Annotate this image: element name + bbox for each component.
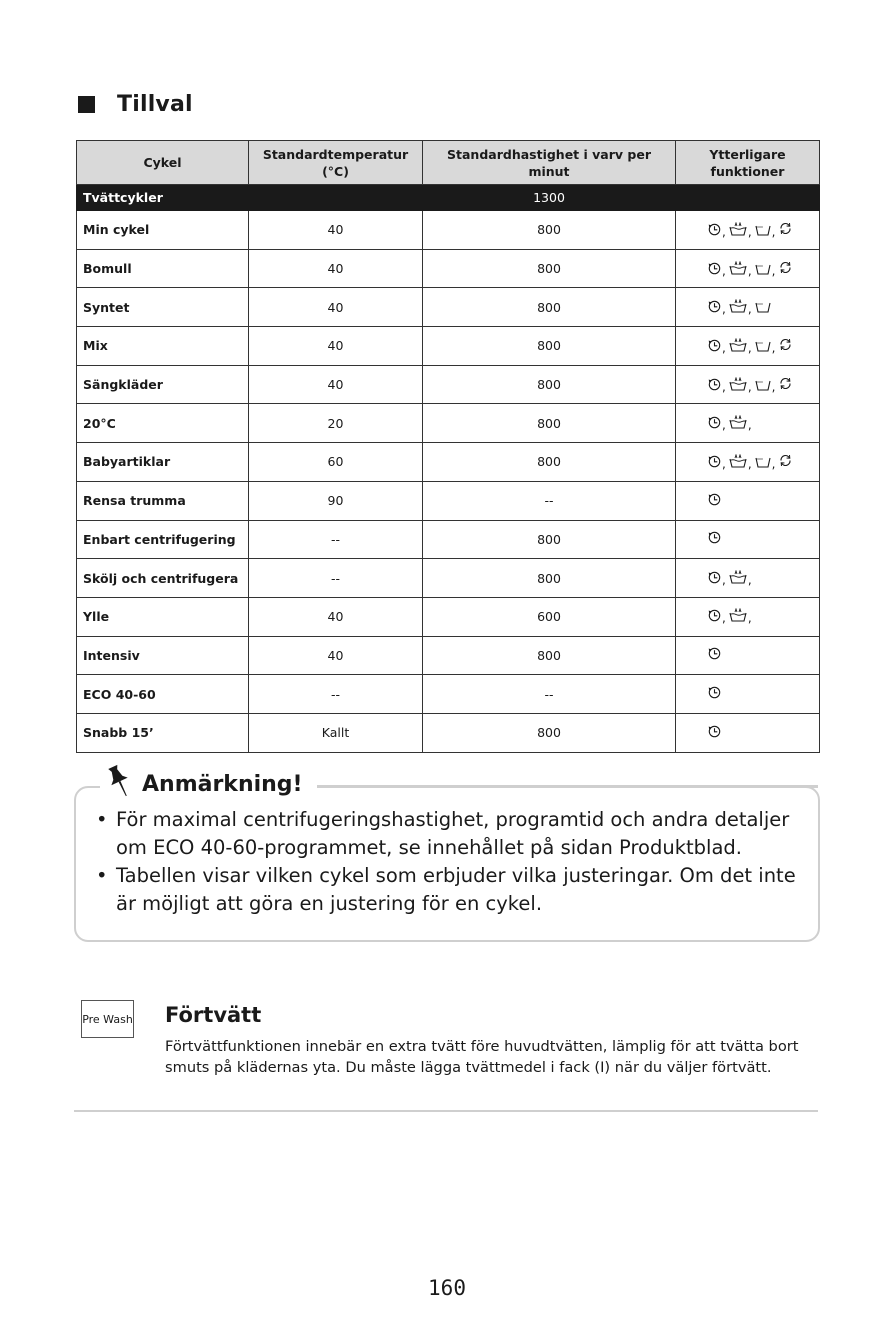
cycle-temp: 40: [249, 249, 423, 288]
cycle-speed: 800: [423, 636, 676, 675]
cycle-name: 20°C: [77, 404, 249, 443]
cycle-extra-functions: [676, 636, 820, 675]
note-item: • Tabellen visar vilken cykel som erbjuder vilka justeringar. Om det inte är möjligt att göra en justering för en cykel.: [92, 862, 812, 918]
cycle-speed: 800: [423, 559, 676, 598]
header-cycle: Cykel: [77, 141, 249, 185]
delay-icon: [708, 531, 721, 544]
cycle-temp: 40: [249, 636, 423, 675]
delay-icon: [708, 378, 721, 391]
cycle-speed: 800: [423, 365, 676, 404]
delay-icon: [708, 416, 721, 429]
cycle-temp: --: [249, 559, 423, 598]
cycle-name: Snabb 15’: [77, 713, 249, 752]
cycle-extra-functions: [676, 520, 820, 559]
table-row: [77, 597, 820, 636]
delay-icon: [708, 223, 721, 236]
cycle-temp: 40: [249, 327, 423, 366]
cycle-speed: 800: [423, 327, 676, 366]
delay-icon: [708, 571, 721, 584]
prewash-icon: [729, 261, 747, 275]
page-number: 160: [428, 1276, 466, 1300]
table-row: [77, 443, 820, 482]
prewash-badge: Pre Wash: [81, 1000, 134, 1038]
rinse-icon: [755, 455, 771, 468]
cycle-temp: Kallt: [249, 713, 423, 752]
group-speed: 1300: [423, 185, 676, 211]
cycle-extra-functions: , ,: [676, 559, 820, 598]
cycle-extra-functions: [676, 481, 820, 520]
delay-icon: [708, 609, 721, 622]
header-temp: Standardtemperatur (°C): [249, 141, 423, 185]
prewash-icon: [729, 299, 747, 313]
table-row: [77, 636, 820, 675]
cycle-temp: --: [249, 675, 423, 714]
pushpin-icon: [104, 764, 130, 804]
cycle-extra-functions: , ,: [676, 288, 820, 327]
table-row: [77, 713, 820, 752]
note-item: • För maximal centrifugeringshastighet, programtid och andra detaljer om ECO 40-60-programmet, se innehållet på sidan Produktblad.: [92, 806, 812, 862]
section-divider: [74, 1110, 818, 1112]
rinse-icon: [755, 262, 771, 275]
cycle-speed: 600: [423, 597, 676, 636]
table-row: [77, 365, 820, 404]
cycle-extra-functions: , , ,: [676, 327, 820, 366]
cycle-name: Intensiv: [77, 636, 249, 675]
cycle-name: Babyartiklar: [77, 443, 249, 482]
cycle-speed: 800: [423, 288, 676, 327]
cycle-temp: 40: [249, 597, 423, 636]
cycle-temp: 40: [249, 211, 423, 250]
cycle-temp: 90: [249, 481, 423, 520]
note-header: [100, 764, 317, 804]
cycle-speed: --: [423, 675, 676, 714]
table-row: [77, 327, 820, 366]
table-row: [77, 559, 820, 598]
table-row: [77, 249, 820, 288]
rinse-icon: [755, 300, 771, 313]
spin-icon: [778, 337, 793, 352]
cycle-temp: 20: [249, 404, 423, 443]
rinse-icon: [755, 223, 771, 236]
cycle-speed: 800: [423, 404, 676, 443]
cycle-temp: 60: [249, 443, 423, 482]
cycle-name: Ylle: [77, 597, 249, 636]
table-row: [77, 520, 820, 559]
spin-icon: [778, 260, 793, 275]
cycle-extra-functions: , , ,: [676, 443, 820, 482]
prewash-icon: [729, 377, 747, 391]
rinse-icon: [755, 378, 771, 391]
cycle-speed: 800: [423, 520, 676, 559]
delay-icon: [708, 262, 721, 275]
heading-square-icon: [78, 96, 95, 113]
section-heading: [78, 92, 193, 117]
cycle-speed: 800: [423, 211, 676, 250]
spin-icon: [778, 376, 793, 391]
cycle-extra-functions: [676, 675, 820, 714]
cycle-speed: 800: [423, 443, 676, 482]
prewash-icon: [729, 222, 747, 236]
prewash-icon: [729, 338, 747, 352]
group-label: Tvättcykler: [77, 185, 249, 211]
cycle-speed: 800: [423, 249, 676, 288]
header-extra: Ytterligare funktioner: [676, 141, 820, 185]
delay-icon: [708, 686, 721, 699]
cycle-speed: 800: [423, 713, 676, 752]
delay-icon: [708, 300, 721, 313]
section-title: Tillval: [117, 92, 193, 117]
cycle-name: Min cykel: [77, 211, 249, 250]
cycle-speed: --: [423, 481, 676, 520]
delay-icon: [708, 455, 721, 468]
options-table: [76, 140, 820, 753]
note-divider: [312, 785, 818, 788]
table-row: [77, 481, 820, 520]
cycle-name: Bomull: [77, 249, 249, 288]
table-row: [77, 288, 820, 327]
prewash-icon: [729, 608, 747, 622]
note-list: [92, 806, 812, 918]
cycle-extra-functions: , , ,: [676, 365, 820, 404]
group-row: [77, 185, 820, 211]
cycle-name: Syntet: [77, 288, 249, 327]
cycle-extra-functions: , ,: [676, 404, 820, 443]
delay-icon: [708, 647, 721, 660]
prewash-icon: [729, 415, 747, 429]
cycle-name: Enbart centrifugering: [77, 520, 249, 559]
cycle-name: Mix: [77, 327, 249, 366]
cycle-extra-functions: , , ,: [676, 211, 820, 250]
cycle-temp: 40: [249, 365, 423, 404]
cycle-temp: --: [249, 520, 423, 559]
cycle-temp: 40: [249, 288, 423, 327]
spin-icon: [778, 221, 793, 236]
cycle-name: Rensa trumma: [77, 481, 249, 520]
delay-icon: [708, 493, 721, 506]
prewash-icon: [729, 454, 747, 468]
prewash-description: Förtvättfunktionen innebär en extra tvätt före huvudtvätten, lämplig för att tvätta bort smuts på klädernas yta. Du måste lägga tvättmedel i fack (I) när du väljer förtvätt.: [165, 1038, 799, 1076]
cycle-name: Skölj och centrifugera: [77, 559, 249, 598]
cycle-name: Sängkläder: [77, 365, 249, 404]
delay-icon: [708, 725, 721, 738]
cycle-name: ECO 40-60: [77, 675, 249, 714]
cycle-extra-functions: , ,: [676, 597, 820, 636]
note-title: Anmärkning!: [142, 771, 303, 797]
spin-icon: [778, 453, 793, 468]
prewash-icon: [729, 570, 747, 584]
table-row: [77, 404, 820, 443]
rinse-icon: [755, 339, 771, 352]
header-speed: Standardhastighet i varv per minut: [423, 141, 676, 185]
prewash-title: Förtvätt: [165, 1003, 262, 1027]
cycle-extra-functions: [676, 713, 820, 752]
table-row: [77, 211, 820, 250]
table-header-row: [77, 141, 820, 185]
table-row: [77, 675, 820, 714]
delay-icon: [708, 339, 721, 352]
cycle-extra-functions: , , ,: [676, 249, 820, 288]
